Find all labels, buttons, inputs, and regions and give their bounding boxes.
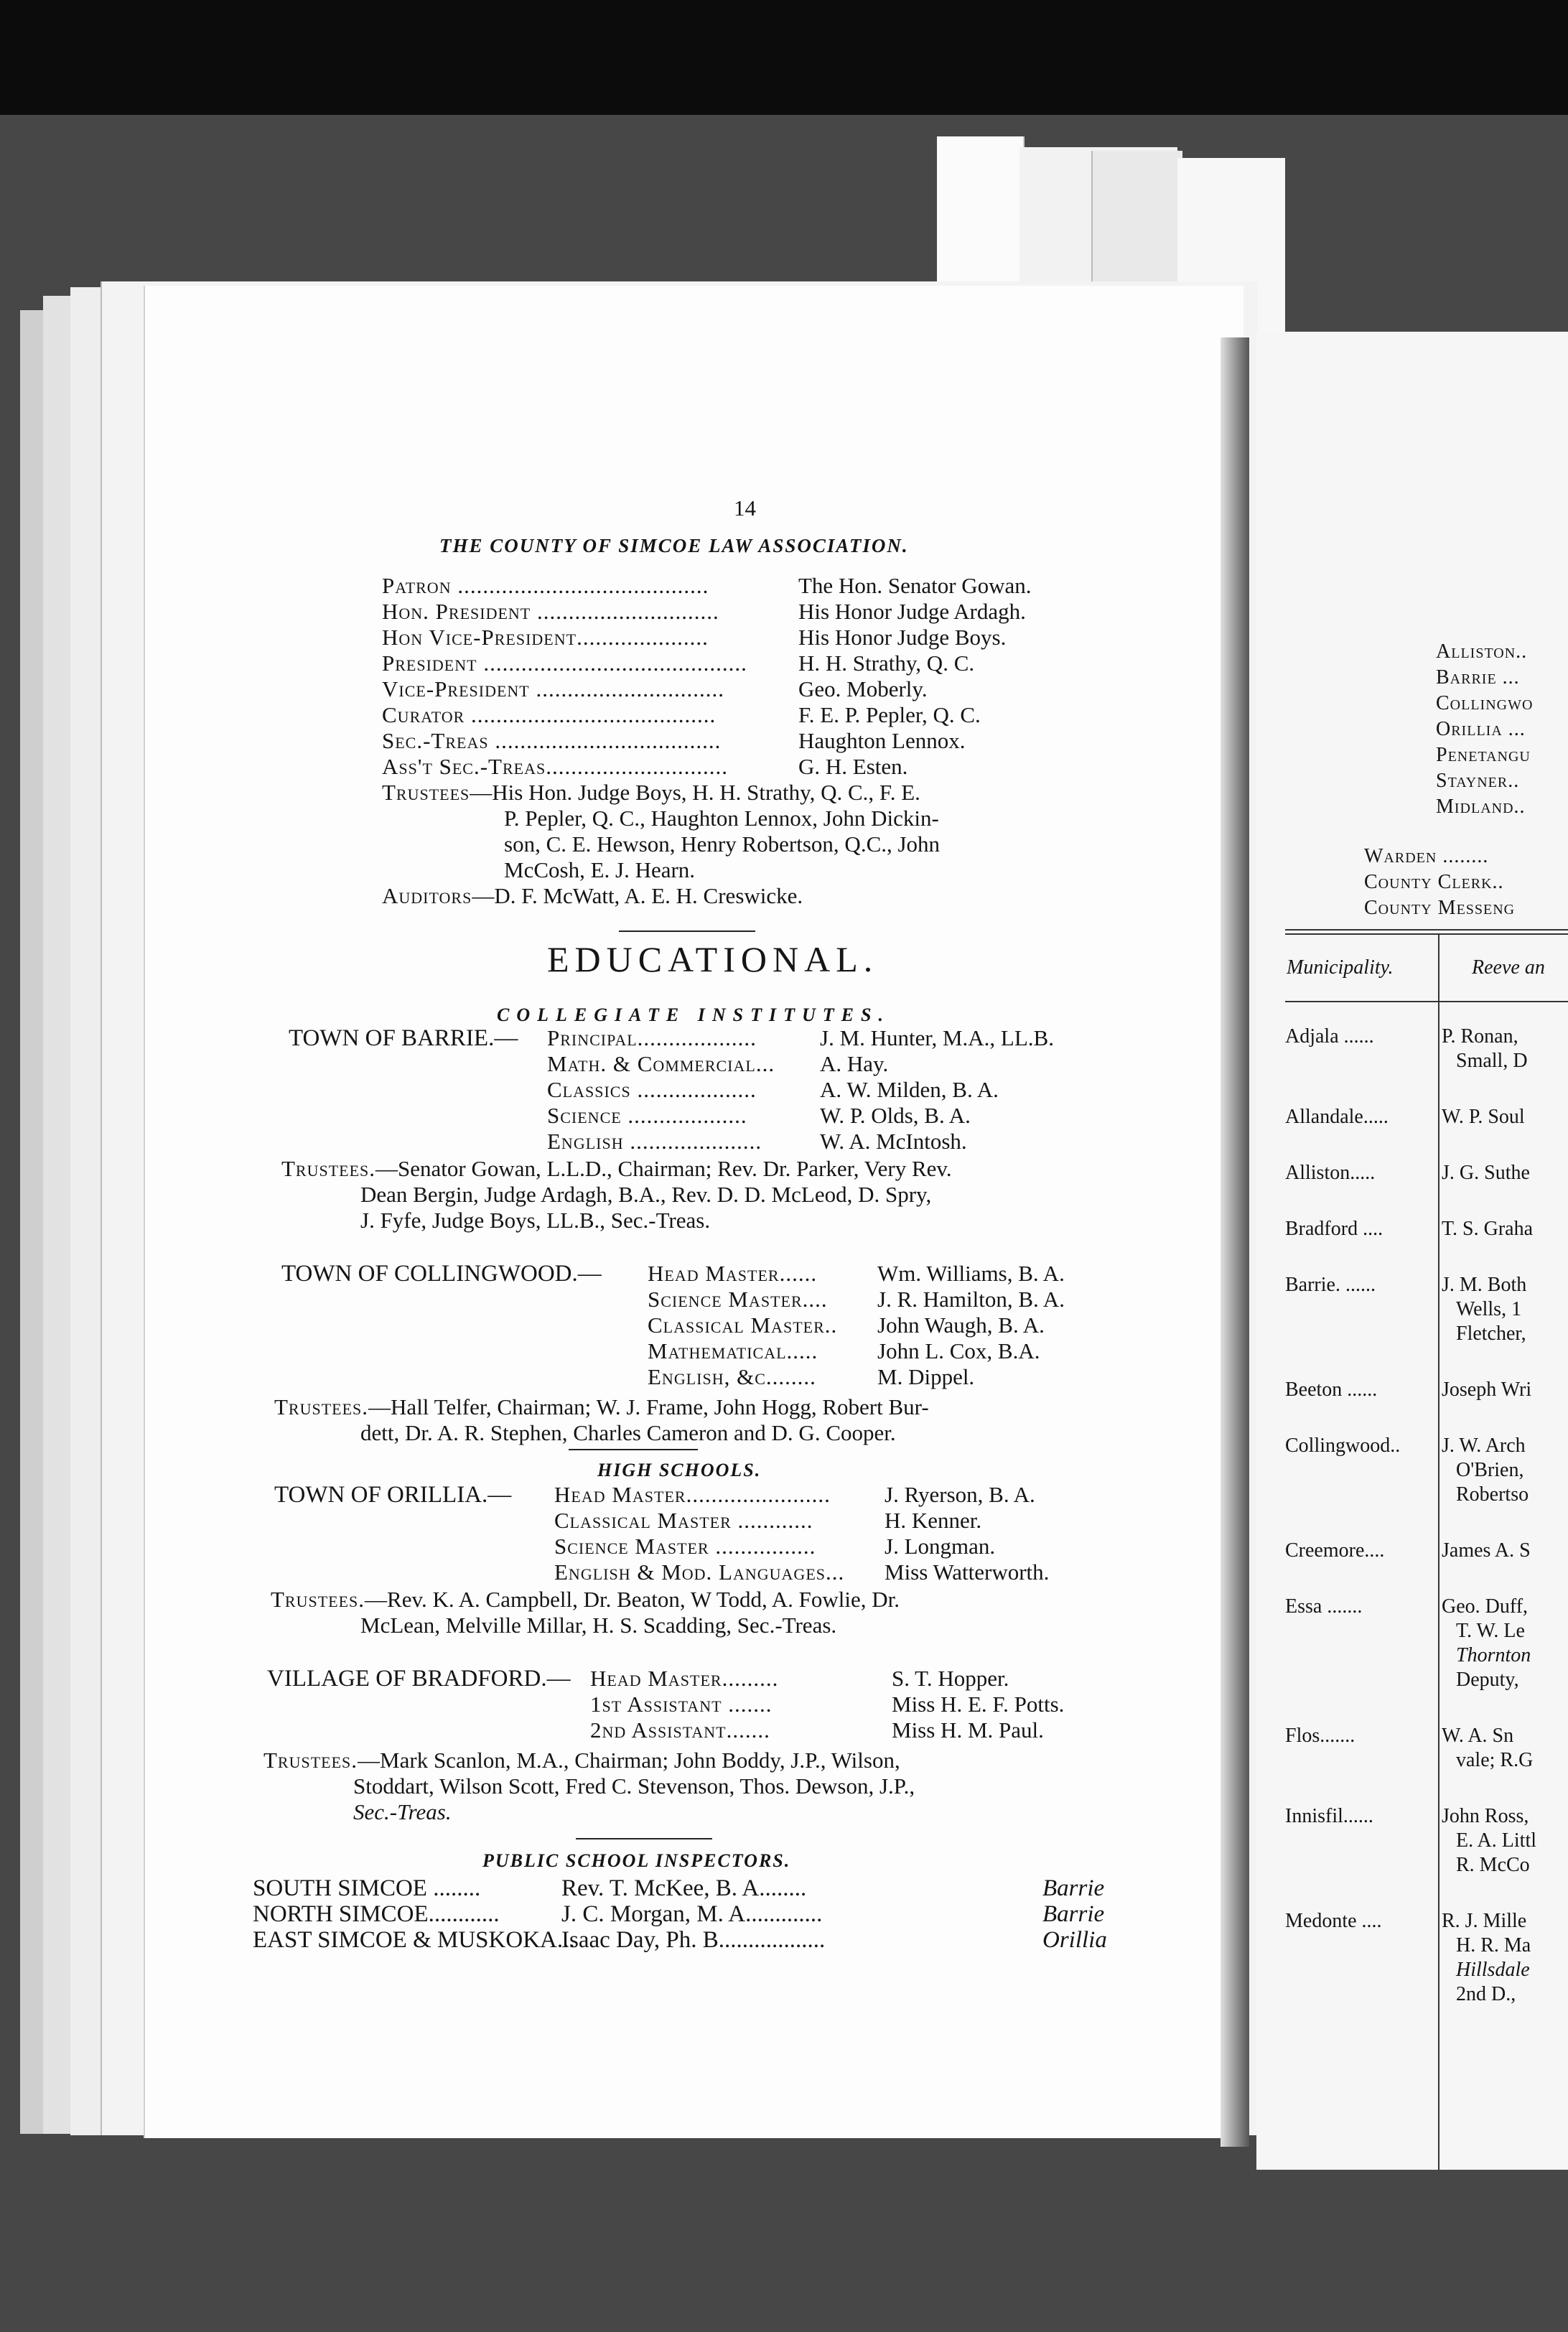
law-trustees-line: P. Pepler, Q. C., Haughton Lennox, John Dickin- [504,806,939,831]
reeve-line: Deputy, [1456,1669,1519,1691]
reeve-line: J. M. Both [1442,1274,1527,1296]
staff-role: 1st Assistant ....... [590,1692,773,1717]
officer-title: President .......................................... [382,650,747,676]
staff-role: English & Mod. Languages... [554,1559,845,1585]
trustees-line: Dean Bergin, Judge Ardagh, B.A., Rev. D. D. McLeod, D. Spry, [360,1182,932,1207]
law-association-title: THE COUNTY OF SIMCOE LAW ASSOCIATION. [439,535,909,556]
law-auditors [382,883,803,909]
staff-name: John L. Cox, B.A. [877,1338,1040,1363]
trustees-line: —Senator Gowan, L.L.D., Chairman; Rev. Dr. Parker, Very Rev. [375,1156,952,1181]
trustees-label: Trustees. [271,1587,365,1612]
staff-name: Miss H. M. Paul. [892,1717,1044,1743]
table-header-reeve: Reeve an [1472,956,1545,979]
reeve-line: Robertso [1456,1483,1529,1506]
reeve-line: Small, D [1456,1050,1528,1072]
divider-ornament [619,931,755,932]
municipality-name: Allandale..... [1285,1106,1389,1128]
trustees-label: Trustees [382,780,470,805]
barrie-trustees [281,1156,952,1182]
table-top-rule [1285,929,1568,931]
reeve-line: Hillsdale [1456,1959,1530,1981]
inspector-name: J. C. Morgan, M. A............. [561,1901,823,1927]
officer-item: Warden ........ [1364,845,1489,867]
municipality-name: Essa ....... [1285,1595,1363,1618]
book-spine [1221,337,1249,2147]
reeve-line: W. P. Soul [1442,1106,1525,1128]
law-trustees-line: —His Hon. Judge Boys, H. H. Strathy, Q. C., F. E. [470,780,920,805]
auditors-text: —D. F. McWatt, A. E. H. Creswicke. [472,883,803,908]
trustees-line: —Rev. K. A. Campbell, Dr. Beaton, W Todd, A. Fowlie, Dr. [365,1587,900,1612]
reeve-line: H. R. Ma [1456,1934,1531,1956]
law-trustees-line: McCosh, E. J. Hearn. [504,857,696,882]
staff-role: 2nd Assistant....... [590,1717,770,1743]
place-item: Stayner.. [1436,770,1520,792]
staff-role: Science Master.... [648,1287,828,1312]
staff-name: W. P. Olds, B. A. [820,1103,971,1128]
staff-role: Principal................... [547,1025,757,1050]
bradford-village: VILLAGE OF BRADFORD.— [267,1666,571,1692]
officer-name: H. H. Strathy, Q. C. [798,650,975,676]
municipality-name: Creemore.... [1285,1539,1385,1562]
inspector-place: Orillia [1042,1927,1107,1953]
trustees-label: Trustees. [263,1748,358,1773]
reeve-line: Geo. Duff, [1442,1595,1529,1618]
officer-title: Patron ........................................ [382,573,709,598]
officer-title: Vice-President .............................. [382,676,724,701]
right-page [1256,332,1568,2170]
staff-name: J. M. Hunter, M.A., LL.B. [820,1025,1054,1050]
divider [576,1838,712,1839]
staff-role: English, &c........ [648,1364,816,1389]
staff-name: W. A. McIntosh. [820,1129,967,1154]
staff-role: Science ................... [547,1103,747,1128]
trustees-label: Trustees. [281,1156,376,1181]
trustees-line: dett, Dr. A. R. Stephen, Charles Cameron and D. G. Cooper. [360,1420,896,1445]
officer-title: Curator ....................................... [382,702,717,727]
officer-name: Haughton Lennox. [798,728,966,753]
officer-title: Ass't Sec.-Treas............................. [382,754,728,779]
staff-role: Head Master...... [648,1261,818,1286]
divider [569,1449,698,1450]
table-top-rule [1285,933,1568,935]
trustees-line: —Hall Telfer, Chairman; W. J. Frame, John Hogg, Robert Bur- [368,1394,929,1419]
municipality-name: Alliston..... [1285,1162,1376,1184]
reeve-line: T. W. Le [1456,1620,1525,1642]
trustees-line: J. Fyfe, Judge Boys, LL.B., Sec.-Treas. [360,1208,711,1233]
auditors-label: Auditors [382,883,472,908]
reeve-line: Wells, 1 [1456,1298,1522,1320]
place-item: Alliston.. [1436,640,1528,663]
reeve-line: O'Brien, [1456,1459,1524,1481]
inspector-place: Barrie [1042,1901,1105,1927]
officer-name: His Honor Judge Boys. [798,625,1007,650]
reeve-line: R. J. Mille [1442,1910,1527,1932]
table-column-rule [1438,935,1439,2170]
inspector-district: EAST SIMCOE & MUSKOKA... [253,1927,575,1953]
reeve-line: E. A. Littl [1456,1829,1536,1852]
place-item: Penetangu [1436,744,1531,766]
reeve-line: Thornton [1456,1644,1531,1666]
inspector-district: SOUTH SIMCOE ........ [253,1875,481,1901]
staff-name: Miss Watterworth. [885,1559,1050,1585]
background-top [0,0,1568,115]
reeve-line: R. McCo [1456,1854,1530,1876]
page-number: 14 [734,495,756,521]
collegiate-heading: COLLEGIATE INSTITUTES. [497,1004,890,1025]
officer-item: County Messeng [1364,897,1516,919]
reeve-line: vale; R.G [1456,1749,1534,1771]
place-item: Midland.. [1436,796,1526,818]
trustees-line: Sec.-Treas. [353,1799,452,1824]
staff-name: A. W. Milden, B. A. [820,1077,999,1102]
trustees-line: Stoddart, Wilson Scott, Fred C. Stevenson, Thos. Dewson, J.P., [353,1773,915,1799]
officer-title: Hon. President ............................. [382,599,719,624]
staff-role: English ..................... [547,1129,762,1154]
municipality-name: Flos....... [1285,1725,1355,1747]
reeve-line: John Ross, [1442,1805,1529,1827]
barrie-town: TOWN OF BARRIE.— [289,1025,518,1051]
staff-name: J. R. Hamilton, B. A. [877,1287,1065,1312]
officer-name: G. H. Esten. [798,754,908,779]
inspectors-heading: PUBLIC SCHOOL INSPECTORS. [482,1850,791,1871]
municipality-name: Beeton ...... [1285,1379,1378,1401]
staff-name: Miss H. E. F. Potts. [892,1692,1065,1717]
officer-title: Hon Vice-President..................... [382,625,709,650]
collingwood-trustees [274,1394,929,1420]
bradford-trustees [263,1748,900,1773]
trustees-label: Trustees. [274,1394,369,1419]
orillia-trustees [271,1587,900,1613]
municipality-name: Medonte .... [1285,1910,1382,1932]
staff-role: Head Master......... [590,1666,779,1691]
reeve-line: W. A. Sn [1442,1725,1514,1747]
reeve-line: J. G. Suthe [1442,1162,1530,1184]
staff-name: A. Hay. [820,1051,889,1076]
trustees-line: —Mark Scanlon, M.A., Chairman; John Boddy, J.P., Wilson, [358,1748,900,1773]
reeve-line: T. S. Graha [1442,1218,1533,1240]
table-header-municipality: Municipality. [1287,956,1394,979]
place-item: Barrie ... [1436,666,1520,689]
law-trustees-line: son, C. E. Hewson, Henry Robertson, Q.C., John [504,831,941,857]
officer-name: Geo. Moberly. [798,676,928,701]
reeve-line: 2nd D., [1456,1983,1516,2005]
place-item: Orillia ... [1436,718,1526,740]
law-trustees [382,780,920,806]
reeve-line: J. W. Arch [1442,1435,1526,1457]
left-page [144,286,1243,2138]
officer-title: Sec.-Treas .................................... [382,728,722,753]
orillia-town: TOWN OF ORILLIA.— [274,1482,512,1508]
staff-role: Head Master....................... [554,1482,831,1507]
reeve-line: Joseph Wri [1442,1379,1532,1401]
high-schools-heading: HIGH SCHOOLS. [597,1460,762,1480]
staff-role: Mathematical..... [648,1338,818,1363]
staff-name: J. Longman. [885,1534,996,1559]
officer-name: His Honor Judge Ardagh. [798,599,1026,624]
municipality-name: Bradford .... [1285,1218,1383,1240]
inspector-name: Rev. T. McKee, B. A........ [561,1875,807,1901]
educational-heading: EDUCATIONAL. [547,939,879,979]
staff-name: M. Dippel. [877,1364,975,1389]
staff-name: John Waugh, B. A. [877,1312,1045,1338]
staff-name: Wm. Williams, B. A. [877,1261,1065,1286]
municipality-name: Barrie. ...... [1285,1274,1376,1296]
place-item: Collingwo [1436,692,1534,714]
inspector-place: Barrie [1042,1875,1105,1901]
officer-name: F. E. P. Pepler, Q. C. [798,702,981,727]
inspector-name: Isaac Day, Ph. B.................. [561,1927,826,1953]
table-header-rule [1285,1001,1568,1002]
staff-name: J. Ryerson, B. A. [885,1482,1035,1507]
trustees-line: McLean, Melville Millar, H. S. Scadding, Sec.-Treas. [360,1613,837,1638]
staff-name: H. Kenner. [885,1508,982,1533]
officer-item: County Clerk.. [1364,871,1504,893]
collingwood-town: TOWN OF COLLINGWOOD.— [281,1261,602,1287]
staff-role: Classical Master ............ [554,1508,813,1533]
staff-role: Classical Master.. [648,1312,838,1338]
municipality-name: Innisfil...... [1285,1805,1373,1827]
staff-name: S. T. Hopper. [892,1666,1009,1691]
staff-role: Science Master ................ [554,1534,816,1559]
municipality-name: Adjala ...... [1285,1025,1374,1048]
staff-role: Math. & Commercial... [547,1051,775,1076]
staff-role: Classics ................... [547,1077,757,1102]
inspector-district: NORTH SIMCOE............ [253,1901,500,1927]
officer-name: The Hon. Senator Gowan. [798,573,1032,598]
reeve-line: P. Ronan, [1442,1025,1518,1048]
municipality-name: Collingwood.. [1285,1435,1401,1457]
reeve-line: Fletcher, [1456,1323,1526,1345]
reeve-line: James A. S [1442,1539,1531,1562]
